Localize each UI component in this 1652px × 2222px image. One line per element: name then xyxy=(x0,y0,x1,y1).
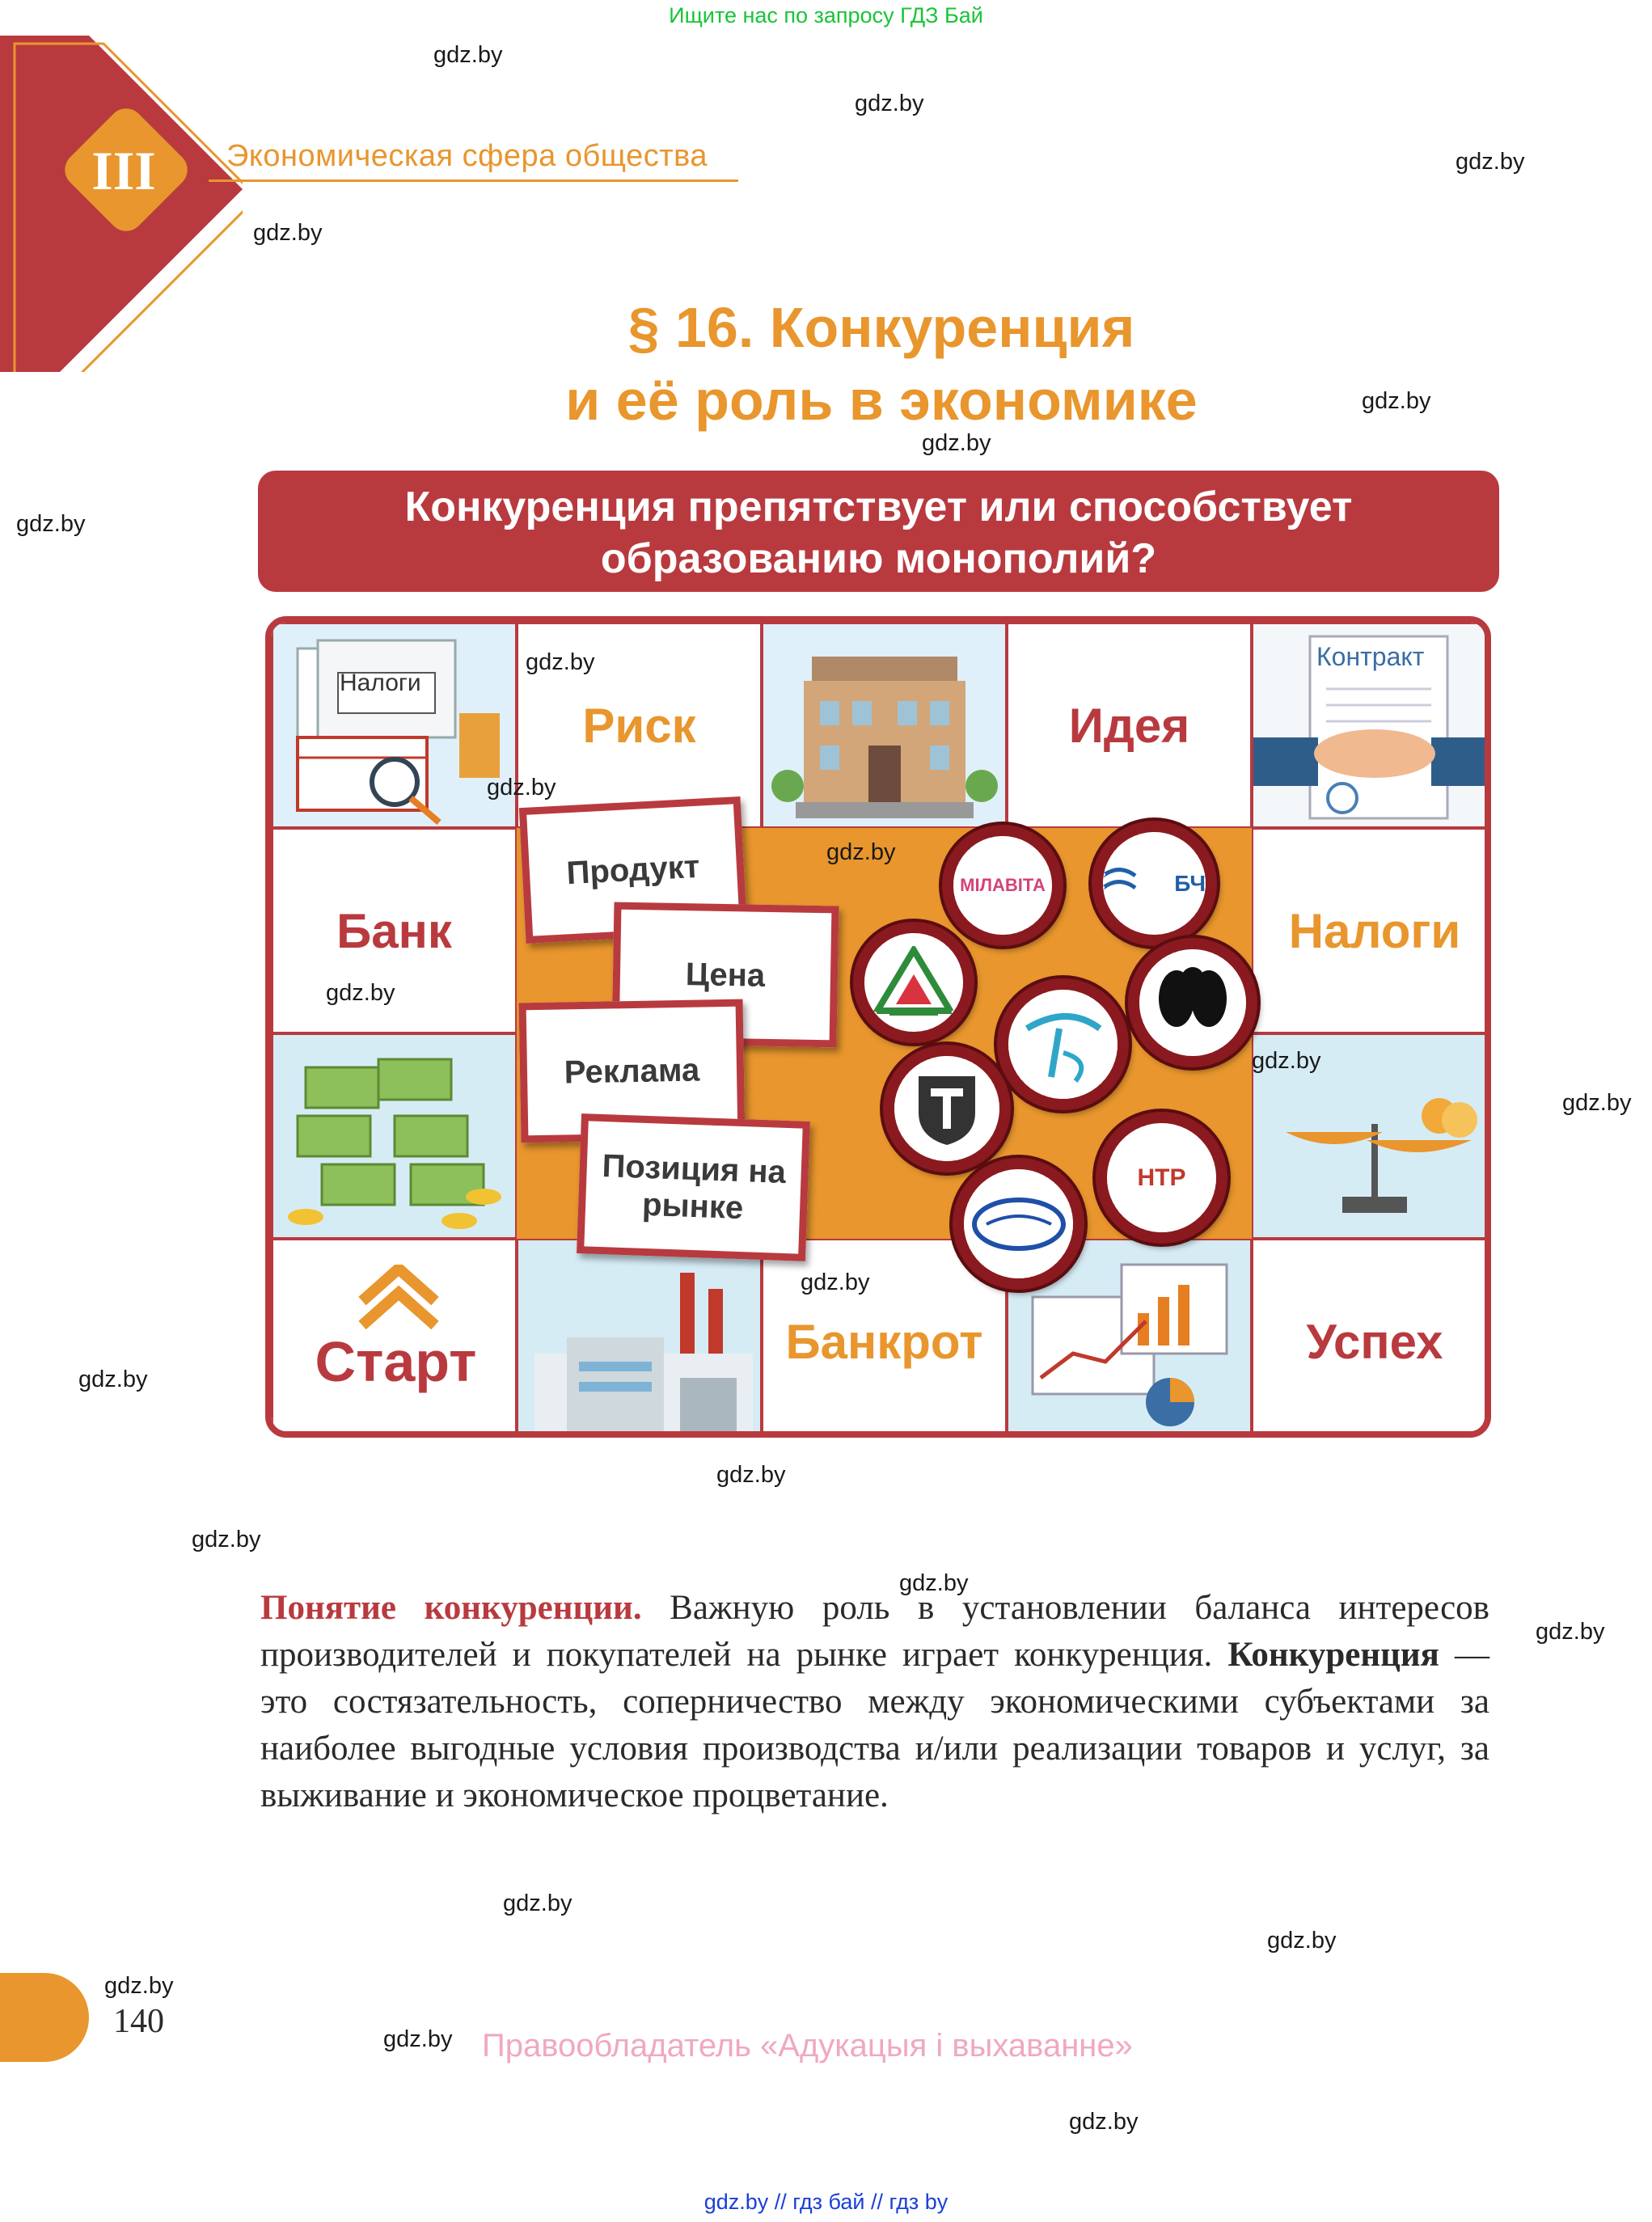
body-paragraph xyxy=(260,1585,1489,1819)
cell-factory-picture xyxy=(517,1239,762,1438)
watermark: gdz.by xyxy=(899,1570,969,1596)
card-market-position-label: Позиция на рынке xyxy=(602,1147,787,1226)
cell-taxes-picture xyxy=(272,623,517,828)
watermark: gdz.by xyxy=(383,2026,453,2052)
watermark: gdz.by xyxy=(326,980,395,1006)
watermark: gdz.by xyxy=(16,511,86,537)
cell-idea-label: Идея xyxy=(1068,698,1190,753)
cell-bank-building xyxy=(762,623,1007,828)
triangle-emblem-icon xyxy=(873,946,954,1019)
section-heading: Экономическая сфера общества xyxy=(226,139,708,173)
watermark: gdz.by xyxy=(922,430,991,456)
watermark: gdz.by xyxy=(1562,1090,1632,1116)
copyright-notice: Правообладатель «Адукацыя і выхаванне» xyxy=(482,2028,1133,2064)
watermark: gdz.by xyxy=(1536,1619,1605,1645)
chip-telecom-logo xyxy=(997,978,1129,1110)
cell-start-label: Старт xyxy=(315,1330,477,1393)
question-line2: образованию монополий? xyxy=(600,535,1157,582)
section-heading-underline xyxy=(209,180,738,182)
watermark: gdz.by xyxy=(716,1462,786,1488)
cell-risk-label: Риск xyxy=(582,698,696,753)
tire-tread-icon xyxy=(1148,966,1237,1039)
chip-milavitsa-text: МІЛАВІТА xyxy=(960,875,1046,895)
watermark: gdz.by xyxy=(1252,1048,1321,1074)
cell-bankrupt-label: Банкрот xyxy=(785,1314,983,1369)
watermark: gdz.by xyxy=(1362,388,1431,414)
watermark: gdz.by xyxy=(1456,149,1525,175)
paragraph-title-line1: § 16. Конкуренция xyxy=(627,296,1135,359)
card-market-position xyxy=(577,1113,810,1261)
chip-bch-logo xyxy=(1092,821,1217,946)
card-advertising-label: Реклама xyxy=(564,1052,700,1090)
bank-building-icon xyxy=(763,624,1005,826)
taxes-picture-label: Налоги xyxy=(340,670,421,696)
top-search-banner[interactable]: Ищите нас по запросу ГДЗ Бай xyxy=(669,3,983,27)
body-text-part1: Важную роль в установлении баланса интересов производителей и покупателей на рынке играет конкуренция. xyxy=(260,1589,1489,1674)
cell-idea xyxy=(1007,623,1252,828)
question-banner xyxy=(258,471,1499,592)
watermark: gdz.by xyxy=(78,1367,148,1392)
watermark: gdz.by xyxy=(487,775,556,801)
watermark: gdz.by xyxy=(1069,2109,1139,2135)
chevron-up-icon xyxy=(358,1265,439,1329)
cell-taxes-label: Налоги xyxy=(1288,903,1461,958)
chip-emblem-logo xyxy=(853,922,974,1043)
factory-icon xyxy=(518,1240,760,1438)
bch-waves-icon xyxy=(1103,860,1174,908)
page-number: 140 xyxy=(113,2003,164,2040)
cell-money-picture xyxy=(272,1033,517,1239)
cell-contract-picture xyxy=(1252,623,1491,828)
chapter-numeral: III xyxy=(91,140,156,201)
body-text-part2: — это состязательность, соперничество между экономическими субъектами за наиболее выгодные условия производства и/или реализации товаров и услуг, за выживание и экономическое процветание. xyxy=(260,1636,1489,1814)
cell-start xyxy=(272,1239,517,1438)
watermark: gdz.by xyxy=(503,1890,572,1916)
chip-bch-text: БЧ xyxy=(1174,870,1206,896)
swirl-logo-icon xyxy=(1019,1004,1108,1085)
watermark: gdz.by xyxy=(801,1269,870,1295)
chip-belshina-logo xyxy=(1128,938,1257,1067)
paragraph-title xyxy=(404,291,1358,437)
chip-wargaming-logo xyxy=(883,1045,1011,1172)
chip-milavitsa-logo xyxy=(942,825,1063,946)
contract-picture-label: Контракт xyxy=(1316,642,1425,671)
money-stacks-icon xyxy=(273,1035,515,1237)
tax-documents-icon xyxy=(273,624,515,826)
watermark: gdz.by xyxy=(104,1973,174,1999)
cell-bank-label: Банк xyxy=(336,903,452,958)
page-number-tab xyxy=(0,1973,89,2062)
watermark: gdz.by xyxy=(1267,1928,1337,1954)
card-product-label: Продукт xyxy=(565,848,701,892)
body-term: Конкуренция xyxy=(1227,1636,1439,1674)
watermark: gdz.by xyxy=(826,839,896,865)
watermark: gdz.by xyxy=(855,91,924,116)
cell-taxes xyxy=(1252,828,1491,1033)
shield-logo-icon xyxy=(911,1068,983,1149)
body-lead: Понятие конкуренции. xyxy=(260,1589,642,1627)
oval-brand-icon xyxy=(970,1192,1067,1257)
chip-oval-brand-logo xyxy=(953,1158,1084,1290)
chip-ntr-logo xyxy=(1096,1112,1227,1244)
watermark: gdz.by xyxy=(192,1527,261,1552)
watermark: gdz.by xyxy=(253,220,323,246)
cell-success xyxy=(1252,1239,1491,1438)
question-line1: Конкуренция препятствует или способствует xyxy=(404,484,1353,530)
watermark: gdz.by xyxy=(526,649,595,675)
chip-ntr-text: НТР xyxy=(1137,1164,1186,1191)
card-price-label: Цена xyxy=(685,956,766,994)
paragraph-title-line2: и её роль в экономике xyxy=(565,369,1198,432)
cell-success-label: Успех xyxy=(1306,1314,1443,1369)
bottom-site-links[interactable]: gdz.by // гдз бай // гдз by xyxy=(703,2190,949,2214)
watermark: gdz.by xyxy=(433,42,503,68)
